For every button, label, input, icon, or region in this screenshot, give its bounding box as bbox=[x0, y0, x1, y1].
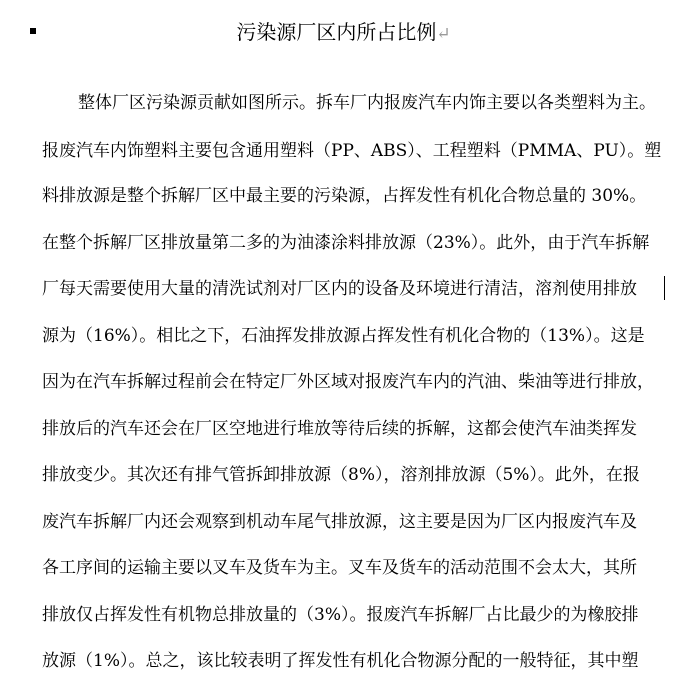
text-line: 整体厂区污染源贡献如图所示。拆车厂内报废汽车内饰主要以各类塑料为主。 bbox=[78, 93, 656, 113]
text-line: 在整个拆解厂区排放量第二多的为油漆涂料排放源（23%）。此外，由于汽车拆解 bbox=[42, 233, 650, 253]
text-line: 因为在汽车拆解过程前会在特定厂外区域对报废汽车内的汽油、柴油等进行排放， bbox=[42, 372, 654, 392]
text-cursor bbox=[664, 276, 665, 300]
text-line: 排放变少。其次还有排气管拆卸排放源（8%），溶剂排放源（5%）。此外，在报 bbox=[42, 465, 640, 485]
text-line: 源为（16%）。相比之下，石油挥发排放源占挥发性有机化合物的（13%）。这是 bbox=[42, 326, 645, 346]
text-line: 排放后的汽车还会在厂区空地进行堆放等待后续的拆解，这都会使汽车油类挥发 bbox=[42, 419, 637, 439]
text-line: 各工序间的运输主要以叉车及货车为主。叉车及货车的活动范围不会太大，其所 bbox=[42, 558, 637, 578]
text-line: 厂每天需要使用大量的清洗试剂对厂区内的设备及环境进行清洁，溶剂使用排放 bbox=[42, 279, 637, 299]
text-line: 排放仅占挥发性有机物总排放量的（3%）。报废汽车拆解厂占比最少的为橡胶排 bbox=[42, 605, 639, 625]
text-line: 废汽车拆解厂内还会观察到机动车尾气排放源，这主要是因为厂区内报废汽车及 bbox=[42, 512, 637, 532]
section-heading bbox=[0, 18, 687, 48]
text-line: 放源（1%）。总之，该比较表明了挥发性有机化合物源分配的一般特征，其中塑 bbox=[42, 651, 639, 671]
text-line: 报废汽车内饰塑料主要包含通用塑料（PP、ABS）、工程塑料（PMMA、PU）。塑 bbox=[42, 141, 662, 161]
heading-text: 污染源厂区内所占比例 bbox=[236, 20, 437, 44]
paragraph-mark-icon: ↵ bbox=[436, 24, 451, 44]
text-line: 料排放源是整个拆解厂区中最主要的污染源，占挥发性有机化合物总量的 30%。 bbox=[42, 186, 647, 206]
